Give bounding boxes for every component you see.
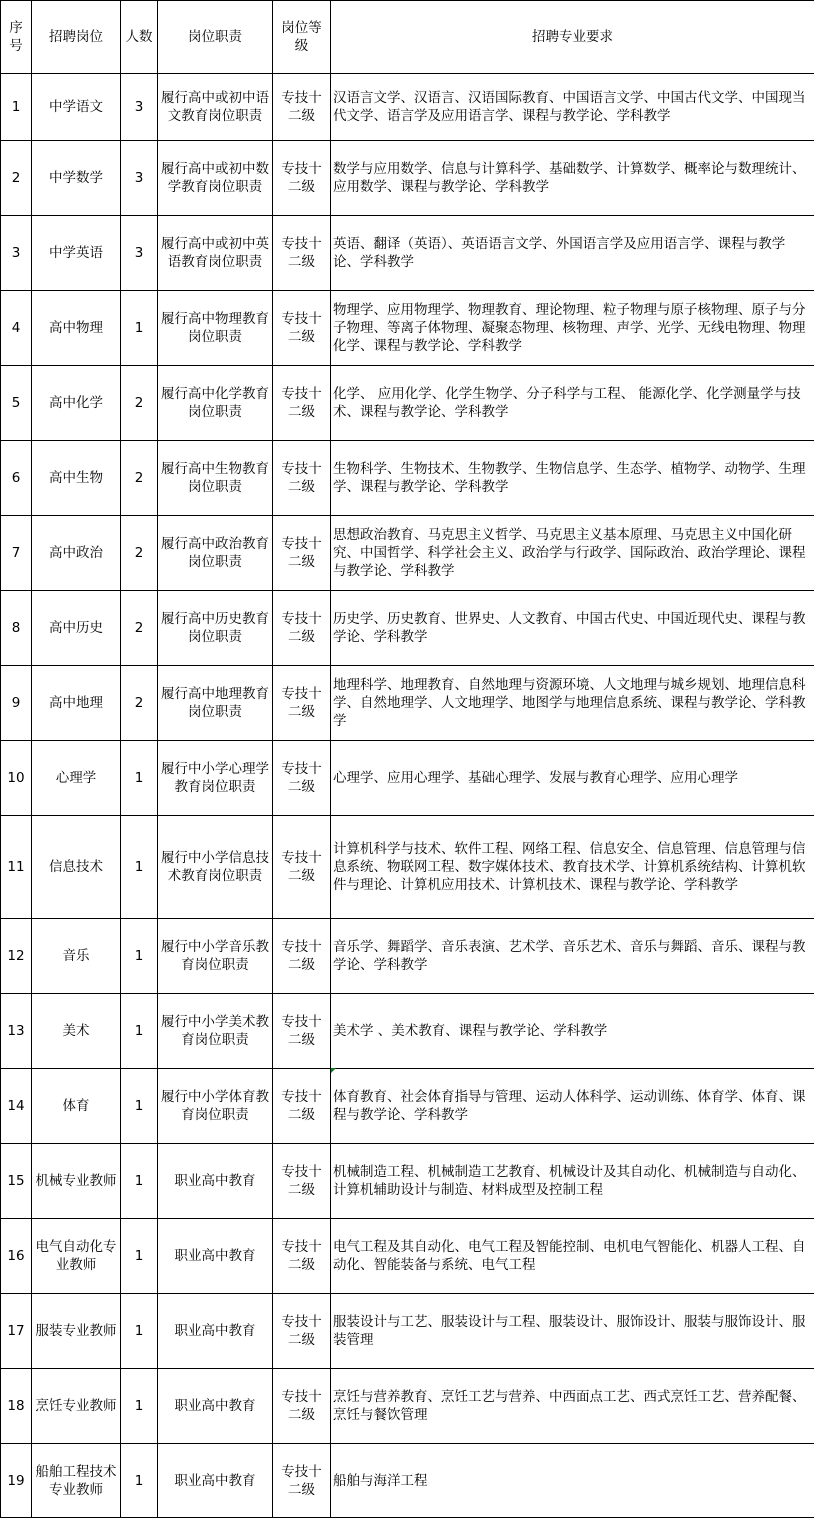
cell-requirement: 数学与应用数学、信息与计算科学、基础数学、计算数学、概率论与数理统计、应用数学、课程与教学论、学科教学 [331,141,814,216]
table-row [1,919,814,994]
cell-index: 8 [1,591,32,666]
table-row [1,994,814,1069]
cell-position: 服装专业教师 [32,1294,121,1369]
cell-requirement: 机械制造工程、机械制造工艺教育、机械设计及其自动化、机械制造与自动化、计算机辅助设计与制造、材料成型及控制工程 [331,1144,814,1219]
cell-grade: 专技十二级 [273,366,331,441]
cell-duty: 履行高中物理教育岗位职责 [158,291,273,366]
cell-count: 1 [121,994,158,1069]
cell-count: 1 [121,1444,158,1518]
cell-index: 3 [1,216,32,291]
cell-requirement: 音乐学、舞蹈学、音乐表演、艺术学、音乐艺术、音乐与舞蹈、音乐、课程与教学论、学科教学 [331,919,814,994]
cell-requirement: 思想政治教育、马克思主义哲学、马克思主义基本原理、马克思主义中国化研究、中国哲学、科学社会主义、政治学与行政学、国际政治、政治学理论、课程与教学论、学科教学 [331,516,814,591]
cell-index: 16 [1,1219,32,1294]
cell-duty: 职业高中教育 [158,1369,273,1444]
cell-index: 7 [1,516,32,591]
table-row [1,291,814,366]
cell-duty: 履行高中政治教育岗位职责 [158,516,273,591]
cell-index: 11 [1,816,32,919]
cell-position: 体育 [32,1069,121,1144]
cell-position: 高中政治 [32,516,121,591]
cell-duty: 履行高中或初中英语教育岗位职责 [158,216,273,291]
cell-requirement: 烹饪与营养教育、烹饪工艺与营养、中西面点工艺、西式烹饪工艺、营养配餐、烹饪与餐饮管理 [331,1369,814,1444]
cell-requirement: 电气工程及其自动化、电气工程及智能控制、电机电气智能化、机器人工程、自动化、智能装备与系统、电气工程 [331,1219,814,1294]
table-row [1,366,814,441]
cell-position: 机械专业教师 [32,1144,121,1219]
cell-index: 15 [1,1144,32,1219]
cell-count: 1 [121,1069,158,1144]
cell-count: 1 [121,1294,158,1369]
cell-position: 美术 [32,994,121,1069]
table-row [1,1219,814,1294]
header-count: 人数 [121,1,158,74]
cell-grade: 专技十二级 [273,816,331,919]
table-row [1,741,814,816]
cell-count: 1 [121,1369,158,1444]
cell-grade: 专技十二级 [273,291,331,366]
cell-requirement: 服装设计与工艺、服装设计与工程、服装设计、服饰设计、服装与服饰设计、服装管理 [331,1294,814,1369]
cell-index: 1 [1,74,32,141]
table-row [1,516,814,591]
cell-duty: 职业高中教育 [158,1294,273,1369]
cell-index: 13 [1,994,32,1069]
cell-index: 18 [1,1369,32,1444]
cell-requirement: 汉语言文学、汉语言、汉语国际教育、中国语言文学、中国古代文学、中国现当代文学、语言学及应用语言学、课程与教学论、学科教学 [331,74,814,141]
cell-position: 高中生物 [32,441,121,516]
cell-duty: 履行高中或初中语文教育岗位职责 [158,74,273,141]
cell-grade: 专技十二级 [273,1444,331,1518]
table-row [1,216,814,291]
cell-duty: 履行高中历史教育岗位职责 [158,591,273,666]
cell-requirement: 美术学 、美术教育、课程与教学论、学科教学 [331,994,814,1069]
table-row [1,1069,814,1144]
cell-position: 高中物理 [32,291,121,366]
table-row [1,1444,814,1518]
header-position: 招聘岗位 [32,1,121,74]
header-grade: 岗位等级 [273,1,331,74]
cell-position: 船舶工程技术专业教师 [32,1444,121,1518]
cell-count: 2 [121,441,158,516]
cell-grade: 专技十二级 [273,141,331,216]
cell-duty: 履行高中地理教育岗位职责 [158,666,273,741]
cell-duty: 职业高中教育 [158,1144,273,1219]
cell-index: 5 [1,366,32,441]
table-row [1,141,814,216]
cell-count: 2 [121,666,158,741]
header-duty: 岗位职责 [158,1,273,74]
cell-requirement: 船舶与海洋工程 [331,1444,814,1518]
cell-count: 1 [121,291,158,366]
cell-comment-marker [331,1068,336,1073]
cell-index: 10 [1,741,32,816]
cell-count: 2 [121,516,158,591]
cell-grade: 专技十二级 [273,741,331,816]
cell-duty: 履行高中或初中数学教育岗位职责 [158,141,273,216]
table-row [1,1369,814,1444]
cell-grade: 专技十二级 [273,994,331,1069]
cell-position: 高中化学 [32,366,121,441]
cell-count: 3 [121,74,158,141]
cell-count: 3 [121,216,158,291]
cell-duty: 履行中小学美术教育岗位职责 [158,994,273,1069]
cell-duty: 履行高中生物教育岗位职责 [158,441,273,516]
cell-index: 14 [1,1069,32,1144]
cell-count: 2 [121,366,158,441]
cell-grade: 专技十二级 [273,74,331,141]
cell-count: 1 [121,919,158,994]
cell-index: 17 [1,1294,32,1369]
cell-grade: 专技十二级 [273,1369,331,1444]
cell-duty: 职业高中教育 [158,1219,273,1294]
cell-requirement: 体育教育、社会体育指导与管理、运动人体科学、运动训练、体育学、体育、课程与教学论、学科教学 [331,1069,814,1144]
table-row [1,74,814,141]
table-header-row [1,1,814,74]
cell-grade: 专技十二级 [273,591,331,666]
cell-position: 中学数学 [32,141,121,216]
cell-grade: 专技十二级 [273,1219,331,1294]
cell-grade: 专技十二级 [273,441,331,516]
table-row [1,1294,814,1369]
cell-count: 1 [121,816,158,919]
table-row [1,441,814,516]
cell-position: 心理学 [32,741,121,816]
cell-requirement: 化学、 应用化学、化学生物学、分子科学与工程、 能源化学、化学测量学与技术、课程与教学论、学科教学 [331,366,814,441]
header-index: 序号 [1,1,32,74]
cell-duty: 履行高中化学教育岗位职责 [158,366,273,441]
cell-grade: 专技十二级 [273,1069,331,1144]
cell-requirement: 心理学、应用心理学、基础心理学、发展与教育心理学、应用心理学 [331,741,814,816]
cell-grade: 专技十二级 [273,919,331,994]
cell-index: 19 [1,1444,32,1518]
cell-position: 烹饪专业教师 [32,1369,121,1444]
cell-duty: 履行中小学心理学教育岗位职责 [158,741,273,816]
cell-grade: 专技十二级 [273,516,331,591]
cell-requirement: 物理学、应用物理学、物理教育、理论物理、粒子物理与原子核物理、原子与分子物理、等离子体物理、凝聚态物理、核物理、声学、光学、无线电物理、物理化学、课程与教学论、学科教学 [331,291,814,366]
table-row [1,591,814,666]
cell-position: 电气自动化专业教师 [32,1219,121,1294]
cell-requirement: 英语、翻译（英语）、英语语言文学、外国语言学及应用语言学、课程与教学论、学科教学 [331,216,814,291]
cell-count: 1 [121,741,158,816]
cell-count: 3 [121,141,158,216]
cell-duty: 履行中小学体育教育岗位职责 [158,1069,273,1144]
table-row [1,1144,814,1219]
table-row [1,816,814,919]
cell-index: 6 [1,441,32,516]
cell-count: 1 [121,1144,158,1219]
cell-duty: 履行中小学音乐教育岗位职责 [158,919,273,994]
table-row [1,666,814,741]
cell-grade: 专技十二级 [273,1144,331,1219]
cell-position: 音乐 [32,919,121,994]
cell-duty: 履行中小学信息技术教育岗位职责 [158,816,273,919]
cell-position: 中学英语 [32,216,121,291]
cell-duty: 职业高中教育 [158,1444,273,1518]
cell-position: 高中地理 [32,666,121,741]
cell-position: 中学语文 [32,74,121,141]
cell-count: 1 [121,1219,158,1294]
cell-grade: 专技十二级 [273,1294,331,1369]
cell-index: 12 [1,919,32,994]
cell-index: 4 [1,291,32,366]
cell-grade: 专技十二级 [273,216,331,291]
cell-requirement: 历史学、历史教育、世界史、人文教育、中国古代史、中国近现代史、课程与教学论、学科教学 [331,591,814,666]
cell-requirement: 计算机科学与技术、软件工程、网络工程、信息安全、信息管理、信息管理与信息系统、物联网工程、数字媒体技术、教育技术学、计算机系统结构、计算机软件与理论、计算机应用技术、计算机技术、课程与教学论、学科教学 [331,816,814,919]
cell-position: 高中历史 [32,591,121,666]
cell-requirement: 生物科学、生物技术、生物教学、生物信息学、生态学、植物学、动物学、生理学、课程与教学论、学科教学 [331,441,814,516]
cell-requirement: 地理科学、地理教育、自然地理与资源环境、人文地理与城乡规划、地理信息科学、自然地理学、人文地理学、地图学与地理信息系统、课程与教学论、学科教学 [331,666,814,741]
header-requirement: 招聘专业要求 [331,1,814,74]
cell-index: 9 [1,666,32,741]
cell-count: 2 [121,591,158,666]
cell-index: 2 [1,141,32,216]
cell-position: 信息技术 [32,816,121,919]
cell-grade: 专技十二级 [273,666,331,741]
